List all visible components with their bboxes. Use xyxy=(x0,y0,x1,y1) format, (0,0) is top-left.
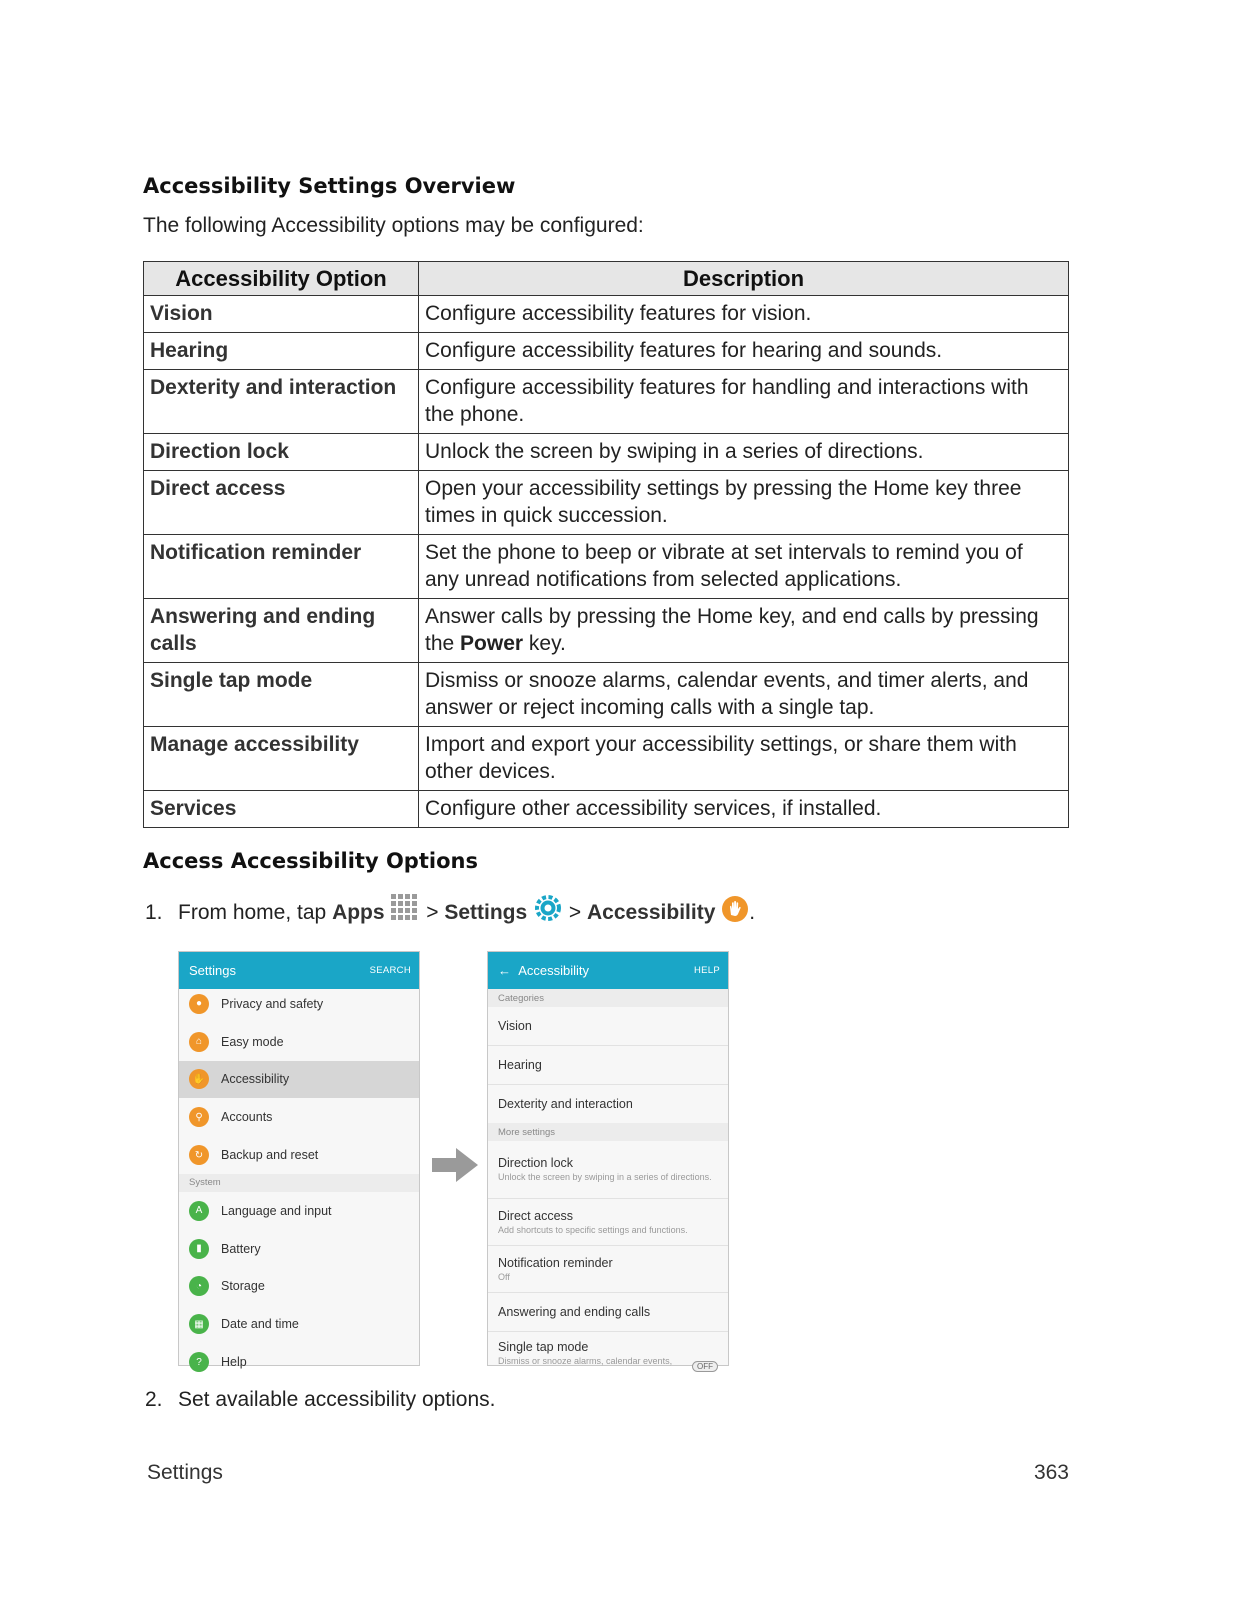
accessibility-screenshot xyxy=(487,951,729,1371)
item-subtext: Add shortcuts to specific settings and functions. xyxy=(498,1224,688,1235)
answering-calls-item xyxy=(488,1293,728,1332)
item-subtext: Unlock the screen by swiping in a series of directions. xyxy=(498,1172,712,1182)
description-cell: Configure other accessibility services, if installed. xyxy=(419,791,1069,828)
settings-item-easy-mode xyxy=(179,1023,419,1061)
option-cell: Single tap mode xyxy=(144,663,419,727)
step-separator: > xyxy=(420,901,445,924)
table-header-row xyxy=(144,262,1069,296)
apps-label: Apps xyxy=(332,901,385,924)
table-row xyxy=(144,333,1069,370)
intro-text: The following Accessibility options may be configured: xyxy=(143,214,644,237)
option-cell: Answering and ending calls xyxy=(144,599,419,663)
item-label: Direction lock xyxy=(498,1156,574,1170)
settings-item-label: Date and time xyxy=(221,1317,299,1332)
settings-title: Settings xyxy=(189,963,236,978)
settings-label: Settings xyxy=(444,901,528,924)
accessibility-options-table xyxy=(143,261,1069,828)
home-icon: ⌂ xyxy=(189,1032,209,1052)
access-options-heading: Access Accessibility Options xyxy=(143,849,478,873)
accessibility-title-wrap xyxy=(498,963,589,978)
category-vision xyxy=(488,1007,728,1046)
step-text: From home, tap xyxy=(178,901,333,924)
settings-item-label: Help xyxy=(221,1355,247,1370)
table-row xyxy=(144,471,1069,535)
settings-item-accessibility xyxy=(179,1061,419,1099)
more-settings-header: More settings xyxy=(488,1123,728,1141)
description-cell: Configure accessibility features for handling and interactions with the phone. xyxy=(419,370,1069,434)
table-row xyxy=(144,791,1069,828)
description-cell: Dismiss or snooze alarms, calendar events, and timer alerts, and answer or reject incoming calls with a single tap. xyxy=(419,663,1069,727)
settings-item-label: Accounts xyxy=(221,1110,273,1125)
settings-item-date-time xyxy=(179,1305,419,1343)
category-hearing xyxy=(488,1046,728,1085)
option-cell: Services xyxy=(144,791,419,828)
option-cell: Notification reminder xyxy=(144,535,419,599)
settings-gear-icon xyxy=(533,893,563,929)
item-label: Direct access xyxy=(498,1208,574,1223)
item-label: Notification reminder xyxy=(498,1255,613,1270)
settings-item-language xyxy=(179,1192,419,1230)
settings-item-label: Easy mode xyxy=(221,1034,284,1049)
table-row xyxy=(144,296,1069,333)
accessibility-label: Accessibility xyxy=(586,901,716,924)
category-label: Vision xyxy=(498,1019,532,1033)
battery-icon: ▮ xyxy=(189,1239,209,1259)
backup-icon: ↻ xyxy=(189,1145,209,1165)
item-subtext: Dismiss or snooze alarms, calendar events, xyxy=(498,1355,673,1366)
key-icon: ⚲ xyxy=(189,1107,209,1127)
description-cell: Configure accessibility features for vision. xyxy=(419,296,1069,333)
help-action: HELP xyxy=(693,965,720,976)
settings-item-battery xyxy=(179,1230,419,1268)
settings-item-label: Battery xyxy=(221,1241,261,1256)
settings-item-label: Language and input xyxy=(221,1203,332,1218)
item-label: Single tap mode xyxy=(498,1339,589,1354)
step-number: 1. xyxy=(145,901,163,924)
single-tap-mode-item xyxy=(488,1332,728,1374)
system-section-header: System xyxy=(179,1174,419,1192)
notification-reminder-item xyxy=(488,1246,728,1293)
toggle-switch: OFF xyxy=(692,1361,718,1372)
option-cell: Vision xyxy=(144,296,419,333)
direct-access-item xyxy=(488,1199,728,1246)
categories-header: Categories xyxy=(488,989,728,1007)
table-row xyxy=(144,663,1069,727)
table-row xyxy=(144,535,1069,599)
option-cell: Direct access xyxy=(144,471,419,535)
table-row xyxy=(144,370,1069,434)
settings-app-bar xyxy=(179,952,419,989)
step-separator: > xyxy=(563,901,587,924)
settings-item-label: Storage xyxy=(221,1279,265,1294)
item-subtext: Off xyxy=(498,1271,510,1282)
settings-item-label: Privacy and safety xyxy=(221,996,324,1011)
hand-icon: ✋ xyxy=(189,1069,209,1089)
step-1 xyxy=(145,893,755,929)
search-action: SEARCH xyxy=(369,965,411,976)
help-icon: ? xyxy=(189,1352,209,1372)
accessibility-title: Accessibility xyxy=(518,963,590,978)
category-label: Dexterity and interaction xyxy=(498,1097,633,1111)
item-label: Answering and ending calls xyxy=(498,1305,651,1319)
apps-grid-icon xyxy=(390,893,420,929)
description-cell: Import and export your accessibility settings, or share them with other devices. xyxy=(419,727,1069,791)
header-option: Accessibility Option xyxy=(144,262,419,296)
step-end: . xyxy=(749,901,756,924)
settings-item-label: Backup and reset xyxy=(221,1148,319,1163)
step-number: 2. xyxy=(145,1388,163,1411)
lock-icon: ● xyxy=(189,994,209,1014)
back-arrow-icon: ← xyxy=(498,963,519,978)
overview-heading: Accessibility Settings Overview xyxy=(143,174,516,198)
table-row xyxy=(144,434,1069,471)
step-text: Set available accessibility options. xyxy=(178,1388,496,1411)
description-cell: Set the phone to beep or vibrate at set intervals to remind you of any unread notifications from selected applications. xyxy=(419,535,1069,599)
settings-item-label: Accessibility xyxy=(221,1072,290,1087)
footer-section-name: Settings xyxy=(147,1461,223,1484)
option-cell: Direction lock xyxy=(144,434,419,471)
table-row xyxy=(144,599,1069,663)
option-cell: Hearing xyxy=(144,333,419,370)
description-cell: Open your accessibility settings by pressing the Home key three times in quick succession. xyxy=(419,471,1069,535)
header-description: Description xyxy=(419,262,1069,296)
category-label: Hearing xyxy=(498,1058,542,1072)
direction-lock-item xyxy=(488,1141,728,1199)
option-cell: Manage accessibility xyxy=(144,727,419,791)
right-arrow-icon xyxy=(430,1145,480,1190)
description-cell xyxy=(419,599,1069,663)
settings-item-help xyxy=(179,1343,419,1381)
settings-item-storage xyxy=(179,1268,419,1306)
accessibility-hand-icon xyxy=(721,895,749,929)
description-text: key. xyxy=(523,632,566,655)
storage-icon: ◔ xyxy=(189,1276,209,1296)
step-2 xyxy=(145,1388,496,1412)
description-cell: Unlock the screen by swiping in a series of directions. xyxy=(419,434,1069,471)
page-number: 363 xyxy=(1033,1461,1069,1484)
settings-item-backup xyxy=(179,1136,419,1174)
category-dexterity xyxy=(488,1085,728,1123)
power-key-label: Power xyxy=(460,632,524,655)
table-row xyxy=(144,727,1069,791)
accessibility-app-bar xyxy=(488,952,728,989)
description-text: Answer calls by pressing the Home key, and end calls by pressing the xyxy=(425,605,1039,655)
option-cell: Dexterity and interaction xyxy=(144,370,419,434)
settings-item-accounts xyxy=(179,1098,419,1136)
calendar-icon: ▦ xyxy=(189,1314,209,1334)
language-icon: A xyxy=(189,1201,209,1221)
description-cell: Configure accessibility features for hearing and sounds. xyxy=(419,333,1069,370)
settings-screenshot xyxy=(178,951,420,1370)
settings-item-privacy xyxy=(179,985,419,1023)
